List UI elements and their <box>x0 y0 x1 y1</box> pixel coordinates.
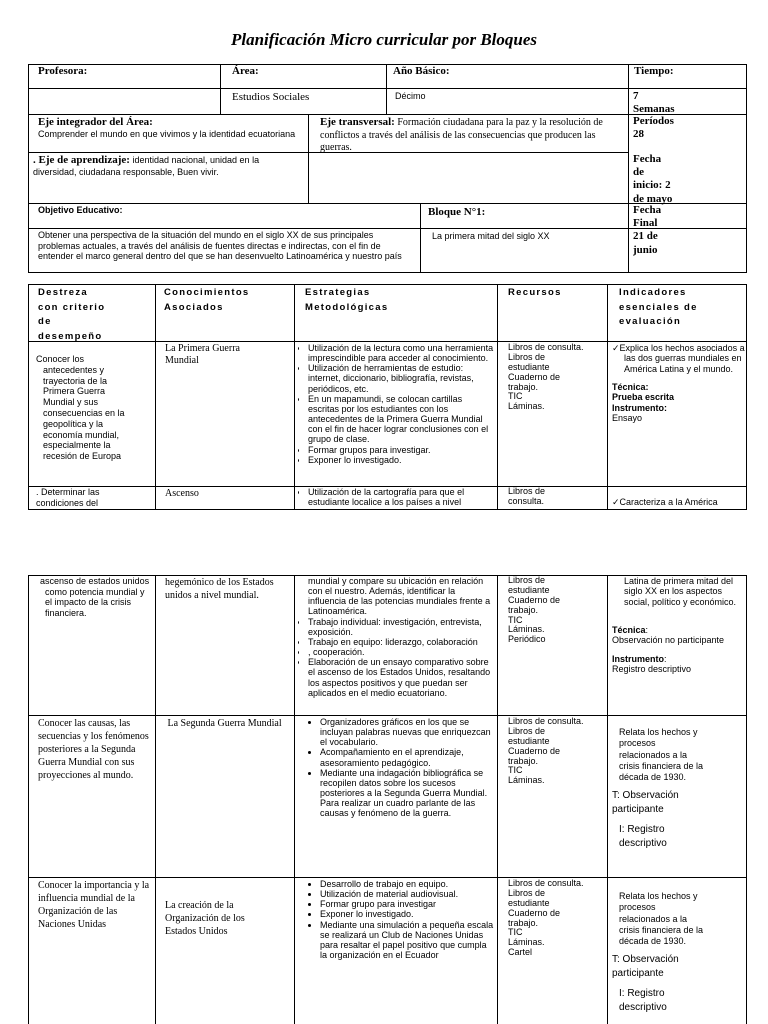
recursos-cell: Libros de consulta. <box>508 487 546 506</box>
tiempo-label: Tiempo: <box>634 65 674 77</box>
header-destreza: Destreza con criterio de desempeño <box>38 287 106 343</box>
eje-transversal: Eje transversal: Formación ciudadana para la paz y la resolución de conflictos a través del análisis de las consecuencias que producen las guerras. <box>320 116 603 154</box>
conocimientos-cell: La creación de la Organización de los Estados Unidos <box>165 900 245 937</box>
destreza-cell: . Determinar las condiciones del <box>36 487 100 508</box>
eje-aprendizaje: . Eje de aprendizaje: identidad nacional, unidad en la diversidad, ciudadana responsable, Buen vivir. <box>33 154 260 178</box>
estrategias-cell: • Desarrollo de trabajo en equipo. • Utilización de material audiovisual. • Formar grupo para investigar • Exponer lo investigado. • Mediante una simulación a pequeña escala se realizará un Club de Naciones Unidas para resaltar el papel positivo que cumpla la organización en el Ecuador <box>298 879 494 960</box>
indicadores-cell: ✓ Caracteriza a la América <box>612 497 745 508</box>
destreza-cell: Conocer las causas, las secuencias y los fenómenos posteriores a la Segunda Guerra Mundial con sus proyecciones al mundo. <box>38 718 149 781</box>
estrategias-cell: mundial y compare su ubicación en relación con el nuestro. Además, identificar la influencia de las potencias mundiales frente a Latinoamérica. • Trabajo individual: investigación, entrevista, exposición. • Trabajo en equipo: liderazgo, colaboración • , cooperación. • Elaboración de un ensayo comparativo sobre el ascenso de los Estados Unidos, resaltando los aspectos positivos y que puedan ser aplicados en el medio ecuatoriano. <box>298 576 494 698</box>
recursos-cell: Libros de consulta. Libros de estudiante Cuaderno de trabajo. TIC Láminas. Cartel <box>508 879 584 958</box>
objetivo-label: Objetivo Educativo: <box>38 205 123 215</box>
estrategias-cell: • Utilización de la lectura como una herramienta imprescindible para acceder al conocimiento. • Utilización de herramientas de estudio: internet, diccionario, bibliografía, revistas, periódicos, etc. • En un mapamundi, se colocan cartillas escritas por los estudiantes con los antecedentes de la Primera Guerra Mundial con el fin de hacer lograr conclusiones con el grupo de clase. • Formar grupos para investigar. • Exponer lo investigado. <box>298 343 494 465</box>
destreza-cell: ascenso de estados unidos como potencia mundial y el impacto de la crisis financiera. <box>40 576 150 618</box>
indicadores-cell: Relata los hechos y procesos relacionados a la crisis financiera de la década de 1930. T: Observación participante I: Registro descriptivo <box>612 891 704 1014</box>
recursos-cell: Libros de consulta. Libros de estudiante Cuaderno de trabajo. TIC Láminas. <box>508 343 584 412</box>
anio-label: Año Básico: <box>393 65 450 77</box>
page-title: Planificación Micro curricular por Bloques <box>230 30 538 49</box>
header-conocimientos: Conocimientos Asociados <box>164 287 250 313</box>
estrategias-cell: • Utilización de la cartografía para que el estudiante localice a los países a nivel <box>298 487 494 507</box>
bloque-value: La primera mitad del siglo XX <box>432 231 550 241</box>
indicadores-cell: Relata los hechos y procesos relacionados a la crisis financiera de la década de 1930. T: Observación participante I: Registro descriptivo <box>612 727 704 850</box>
recursos-cell: Libros de consulta. Libros de estudiante Cuaderno de trabajo. TIC Láminas. <box>508 717 584 786</box>
header-estrategias: Estrategias Metodológicas <box>305 287 389 313</box>
indicadores-cell: Latina de primera mitad del siglo XX en los aspectos social, político y económico. Técnica: Observación no participante Instrumento: Registro descriptivo <box>612 576 737 675</box>
anio-value: Décimo <box>395 91 426 101</box>
eje-integrador: Eje integrador del Área: Comprender el mundo en que vivimos y la identidad ecuatoriana <box>38 116 296 140</box>
fecha-inicio: Fecha de inicio: 2 de mayo <box>633 153 673 205</box>
conocimientos-cell: La Primera Guerra Mundial <box>165 343 240 366</box>
area-label: Área: <box>232 65 259 77</box>
conocimientos-cell: Ascenso <box>165 488 199 499</box>
conocimientos-cell: hegemónico de los Estados unidos a nivel mundial. <box>165 577 274 601</box>
indicadores-cell: ✓ Explica los hechos asociados a las dos guerras mundiales en América Latina y el mundo. Técnica: Prueba escrita Instrumento: Ensayo <box>612 343 745 423</box>
profesora-label: Profesora: <box>38 65 88 77</box>
destreza-cell: Conocer los antecedentes y trayectoria de la Primera Guerra Mundial y sus consecuencias en la geopolítica y la economía mundial, especialmente la recesión de Europa <box>36 354 125 462</box>
header-indicadores: Indicadores esenciales de evaluación <box>619 287 698 328</box>
recursos-cell: Libros de estudiante Cuaderno de trabajo. TIC Láminas. Periódico <box>508 576 561 645</box>
bloque-label: Bloque N°1: <box>428 206 486 218</box>
tiempo-value: 7 Semanas Períodos 28 <box>633 90 675 140</box>
destreza-cell: Conocer la importancia y la influencia mundial de la Organización de las Naciones Unidas <box>38 880 150 930</box>
conocimientos-cell: La Segunda Guerra Mundial <box>167 718 282 729</box>
fecha-final: Fecha Final 21 de junio <box>633 204 662 256</box>
objetivo-value: Obtener una perspectiva de la situación del mundo en el siglo XX de sus principales problemas actuales, a través del análisis de fuentes directas e indirectas, con el fin de entender el marco general dentro del que se han desenvuelto Latinoamérica y nuestro país <box>38 230 402 262</box>
estrategias-cell: • Organizadores gráficos en los que se incluyan palabras nuevas que enriquezcan el vocabulario. • Acompañamiento en el aprendizaje, asesoramiento pedagógico. • Mediante una indagación bibliográfica se recopilen datos sobre los sucesos posteriores a la Segunda Guerra Mundial. Para realizar un cuadro parlante de las causas y fenómeno de la guerra. <box>298 717 494 819</box>
area-value: Estudios Sociales <box>232 91 310 103</box>
header-recursos: Recursos <box>508 287 562 298</box>
